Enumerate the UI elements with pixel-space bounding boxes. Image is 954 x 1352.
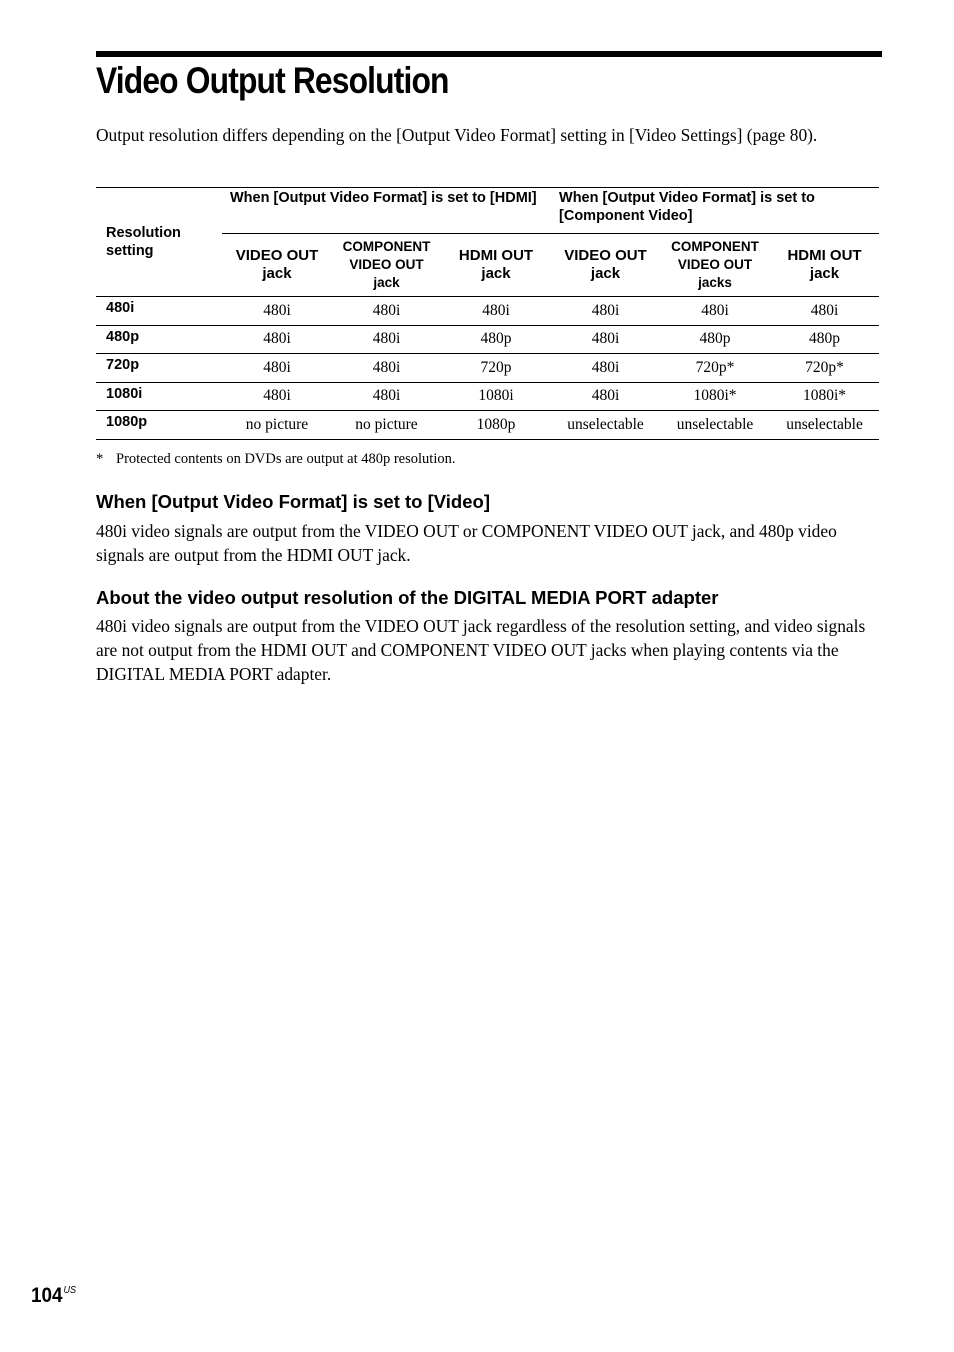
page-number-value: 104 (31, 1284, 63, 1307)
table-cell: 480i (332, 325, 441, 354)
table-cell: 480p (770, 325, 879, 354)
table-cell: 480i (332, 382, 441, 411)
table-row (96, 382, 879, 411)
footnote-mark: * (96, 451, 104, 467)
column-header: COMPONENT VIDEO OUT jack (332, 234, 441, 297)
section-body-digital-media-port: 480i video signals are output from the VIDEO OUT jack regardless of the resolution setting, and video signals are not output from the HDMI OUT and COMPONENT VIDEO OUT jacks when playing contents via the DIGITAL MEDIA PORT adapter. (96, 616, 866, 684)
table-cell: no picture (332, 411, 441, 440)
corner-header: Resolution setting (96, 188, 222, 297)
resolution-table (96, 187, 879, 440)
footnote-text: Protected contents on DVDs are output at 480p resolution. (116, 451, 456, 467)
page-number (31, 1284, 76, 1308)
column-header: HDMI OUT jack (770, 234, 879, 297)
table-cell: unselectable (770, 411, 879, 440)
table-group-header-row (96, 188, 879, 234)
page-number-suffix: US (63, 1285, 76, 1296)
row-header: 1080p (96, 411, 222, 440)
table-cell: 480i (222, 382, 332, 411)
section-body-video: 480i video signals are output from the VIDEO OUT or COMPONENT VIDEO OUT jack, and 480p video signals are output from the HDMI OUT jack. (96, 521, 837, 565)
page-title: Video Output Resolution (96, 60, 449, 101)
section-heading-video: When [Output Video Format] is set to [Video] (96, 491, 490, 512)
table-row (96, 354, 879, 383)
table-footnote (96, 451, 455, 468)
table-row (96, 297, 879, 326)
table-row (96, 411, 879, 440)
column-header: VIDEO OUT jack (222, 234, 332, 297)
section-heading-digital-media-port: About the video output resolution of the DIGITAL MEDIA PORT adapter (96, 587, 719, 608)
table-cell: 1080p (441, 411, 551, 440)
column-header: HDMI OUT jack (441, 234, 551, 297)
table-cell: 1080i (441, 382, 551, 411)
table-cell: unselectable (660, 411, 770, 440)
group-header-component: When [Output Video Format] is set to [Component Video] (551, 188, 879, 234)
intro-paragraph: Output resolution differs depending on the [Output Video Format] setting in [Video Settings] (page 80). (96, 125, 818, 145)
title-rule (96, 51, 882, 57)
table-cell: 480i (551, 297, 660, 326)
table-cell: 720p* (770, 354, 879, 383)
table-cell: 480i (222, 297, 332, 326)
column-header: VIDEO OUT jack (551, 234, 660, 297)
table-cell: 480i (551, 354, 660, 383)
table-cell: unselectable (551, 411, 660, 440)
table-cell: 480i (551, 325, 660, 354)
row-header: 1080i (96, 382, 222, 411)
row-header: 480p (96, 325, 222, 354)
table-cell: 480i (332, 354, 441, 383)
table-cell: 1080i* (770, 382, 879, 411)
group-header-hdmi: When [Output Video Format] is set to [HDMI] (222, 188, 551, 234)
table-cell: 480i (441, 297, 551, 326)
table-row (96, 325, 879, 354)
table-cell: no picture (222, 411, 332, 440)
table-cell: 720p (441, 354, 551, 383)
table-cell: 480i (660, 297, 770, 326)
table-cell: 1080i* (660, 382, 770, 411)
table-cell: 480p (441, 325, 551, 354)
table-cell: 480i (551, 382, 660, 411)
row-header: 480i (96, 297, 222, 326)
table-cell: 480i (222, 354, 332, 383)
table-cell: 480i (770, 297, 879, 326)
row-header: 720p (96, 354, 222, 383)
table-cell: 720p* (660, 354, 770, 383)
table-cell: 480i (332, 297, 441, 326)
table-cell: 480p (660, 325, 770, 354)
column-header: COMPONENT VIDEO OUT jacks (660, 234, 770, 297)
table-cell: 480i (222, 325, 332, 354)
